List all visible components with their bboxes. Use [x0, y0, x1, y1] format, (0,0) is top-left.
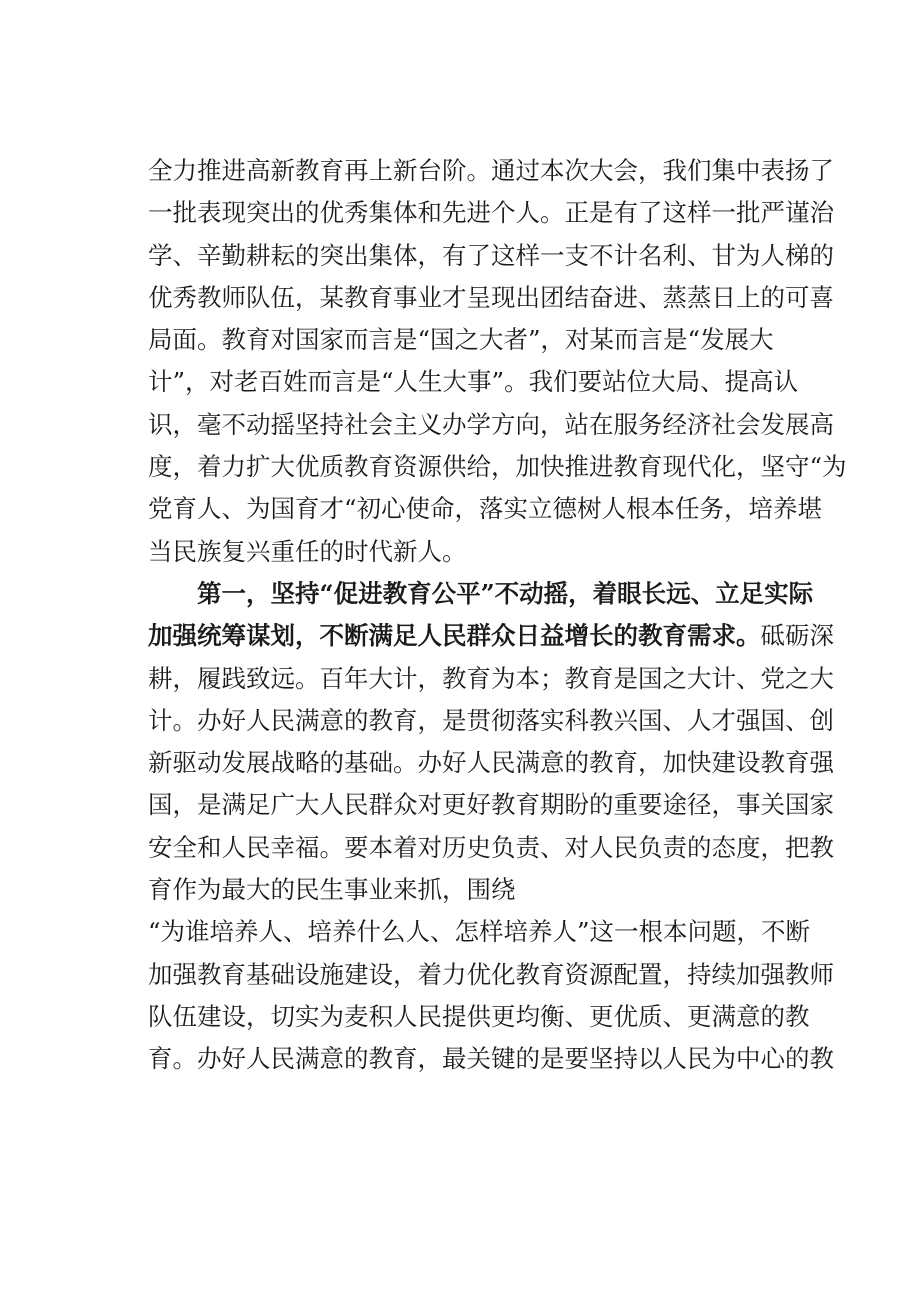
section-heading-line-continued — [148, 615, 834, 657]
text-line: 计。办好人民满意的教育，是贯彻落实科教兴国、人才强国、创 — [148, 705, 834, 735]
text-line: 度，着力扩大优质教育资源供给，加快推进教育现代化，坚守“为 — [148, 452, 847, 482]
text-line: 党育人、为国育才“初心使命，落实立德树人根本任务，培养堪 — [148, 494, 823, 524]
paragraph-1 — [148, 150, 847, 573]
text-line: 计”，对老百姓而言是“人生大事”。我们要站位大局、提高认 — [148, 367, 799, 397]
body-text — [148, 150, 847, 1081]
text-line: “为谁培养人、培养什么人、怎样培养人”这一根本问题，不断 — [148, 917, 811, 947]
section-heading-bold-text: 加强统筹谋划，不断满足人民群众日益增长的教育需求。 — [148, 621, 761, 651]
text-line: 学、辛勤耕耘的突出集体，有了这样一支不计名利、甘为人梯的 — [148, 240, 834, 270]
text-line: 国，是满足广大人民群众对更好教育期盼的重要途径，事关国家 — [148, 790, 834, 820]
text-line: 耕，履践致远。百年大计，教育为本；教育是国之大计、党之大 — [148, 663, 834, 693]
section-heading-line: 第一，坚持“促进教育公平”不动摇，着眼长远、立足实际 — [197, 578, 814, 608]
text-line: 一批表现突出的优秀集体和先进个人。正是有了这样一批严谨治 — [148, 198, 834, 228]
text-line: 安全和人民幸福。要本着对历史负责、对人民负责的态度，把教 — [148, 832, 834, 862]
paragraph-2 — [148, 573, 834, 1081]
text-line: 识，毫不动摇坚持社会主义办学方向，站在服务经济社会发展高 — [148, 409, 834, 439]
section-heading-regular-text: 砥砺深 — [760, 621, 834, 651]
text-line: 育。办好人民满意的教育，最关键的是要坚持以人民为中心的教 — [148, 1044, 834, 1074]
text-line: 新驱动发展战略的基础。办好人民满意的教育，加快建设教育强 — [148, 748, 834, 778]
text-line: 育作为最大的民生事业来抓，围绕 — [148, 875, 516, 905]
text-line: 全力推进高新教育再上新台阶。通过本次大会，我们集中表扬了 — [148, 156, 834, 185]
text-line: 局面。教育对国家而言是“国之大者”，对某而言是“发展大 — [148, 325, 774, 355]
text-line: 加强教育基础设施建设，着力优化教育资源配置，持续加强教师 — [148, 959, 834, 989]
text-line: 当民族复兴重任的时代新人。 — [148, 536, 467, 566]
text-line: 队伍建设，切实为麦积人民提供更均衡、更优质、更满意的教 — [148, 1001, 810, 1031]
text-line: 优秀教师队伍，某教育事业才呈现出团结奋进、蒸蒸日上的可喜 — [148, 282, 834, 312]
